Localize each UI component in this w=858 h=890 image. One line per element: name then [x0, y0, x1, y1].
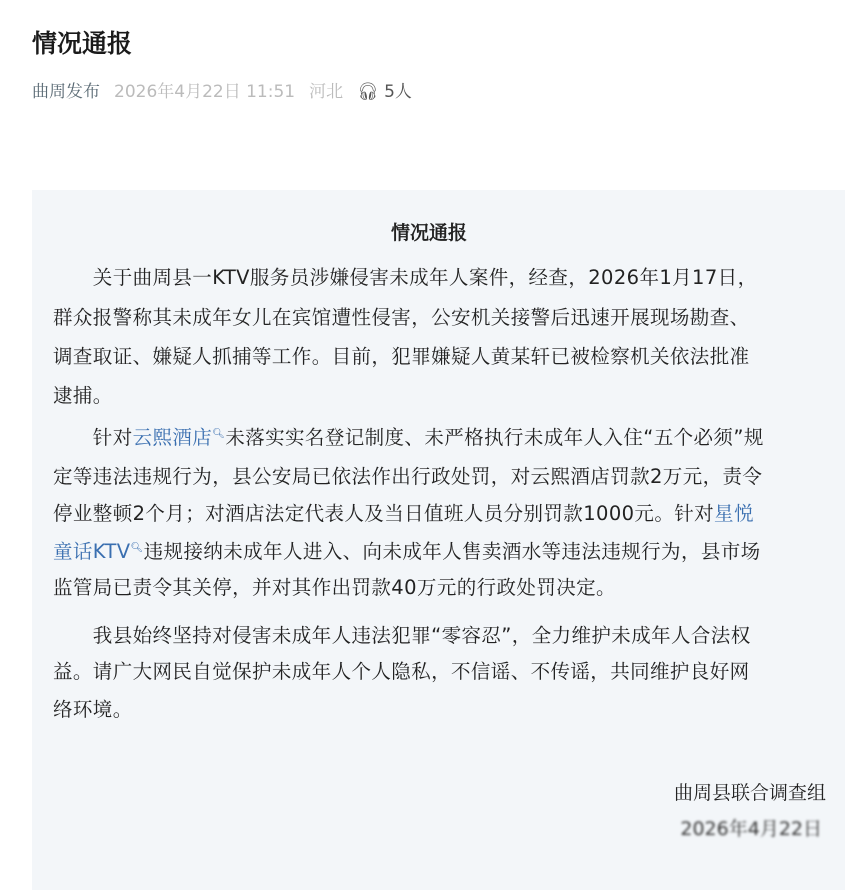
text: 停业整顿2个月；对酒店法定代表人及当日值班人员分别罚款1000元。针对	[53, 502, 715, 525]
text-line: 益。请广大网民自觉保护未成年人个人隐私，不信谣、不传谣，共同维护良好网	[53, 660, 750, 683]
publish-datetime: 2026年4月22日 11:51	[114, 82, 296, 102]
text-line	[53, 536, 761, 564]
search-icon[interactable]: 🔍︎	[130, 542, 144, 554]
text-line: 监管局已责令其关停，并对其作出罚款40万元的行政处罚决定。	[53, 576, 616, 599]
ktv-link[interactable]: 童话KTV	[53, 540, 131, 563]
article-meta	[32, 77, 412, 102]
text-line: 调查取证、嫌疑人抓捕等工作。目前，犯罪嫌疑人黄某轩已被检察机关依法批准	[53, 345, 750, 368]
text-line	[53, 498, 754, 526]
listener-count: 5人	[384, 82, 412, 102]
text-line: 络环境。	[53, 698, 133, 721]
search-icon[interactable]: 🔍︎	[212, 428, 226, 440]
text: 未落实实名登记制度、未严格执行未成年人入住“五个必须”规	[225, 426, 764, 449]
text-line: 定等违法违规行为，县公安局已依法作出行政处罚，对云熙酒店罚款2万元，责令	[53, 465, 763, 488]
text-line: 逮捕。	[53, 384, 113, 407]
listen-button[interactable]	[357, 77, 412, 102]
text-line	[53, 422, 764, 450]
signature: 曲周县联合调查组	[673, 782, 826, 804]
source-link[interactable]: 曲周发布	[32, 82, 100, 102]
text-line: 关于曲周县一KTV服务员涉嫌侵害未成年人案件，经查，2026年1月17日，	[53, 266, 758, 289]
text-line: 我县始终坚持对侵害未成年人违法犯罪“零容忍”，全力维护未成年人合法权	[53, 624, 751, 647]
text-line: 群众报警称其未成年女儿在宾馆遭性侵害，公安机关接警后迅速开展现场勘查、	[53, 306, 750, 329]
headphones-icon: 🎧︎	[357, 82, 379, 102]
text: 针对	[53, 426, 133, 449]
notice-date: 2026年4月22日	[680, 818, 822, 840]
page-title: 情况通报	[32, 29, 133, 58]
location: 河北	[309, 82, 344, 102]
hotel-link[interactable]: 云熙酒店	[132, 426, 213, 449]
text: 违规接纳未成年人进入、向未成年人售卖酒水等违法违规行为，县市场	[143, 540, 761, 563]
notice-title: 情况通报	[390, 222, 467, 244]
ktv-link[interactable]: 星悦	[714, 502, 754, 525]
